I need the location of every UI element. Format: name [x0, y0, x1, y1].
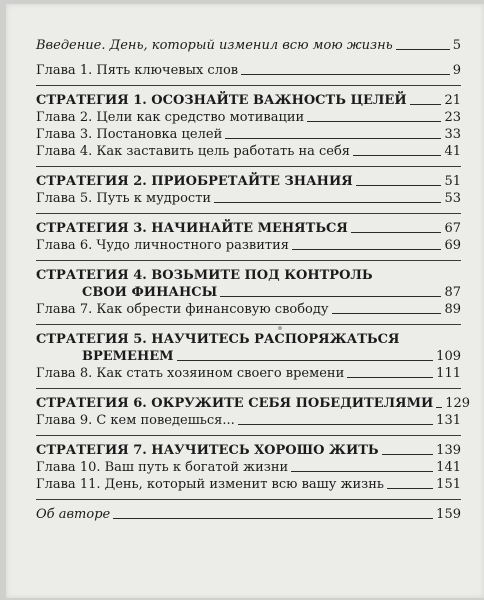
toc-entry-chapter-2: [36, 109, 461, 126]
toc-title: СТРАТЕГИЯ 3. НАЧИНАЙТЕ МЕНЯТЬСЯ: [36, 221, 348, 236]
toc-page: 87: [444, 285, 461, 300]
toc-title: Глава 11. День, который изменит всю вашу жизнь: [36, 477, 384, 492]
toc-title: Введение. День, который изменил всю мою жизнь: [36, 38, 393, 53]
toc-title: СТРАТЕГИЯ 7. НАУЧИТЕСЬ ХОРОШО ЖИТЬ: [36, 443, 379, 458]
toc-page: 139: [436, 443, 461, 458]
section-divider: [36, 499, 461, 500]
toc-page: 33: [444, 127, 461, 142]
toc-page: 111: [436, 366, 461, 381]
toc-strategy-5-line-1: СТРАТЕГИЯ 5. НАУЧИТЕСЬ РАСПОРЯЖАТЬСЯ: [36, 332, 400, 347]
toc-entry-chapter-10: [36, 459, 461, 476]
toc-page: 141: [436, 460, 461, 475]
toc-entry-chapter-1: [36, 62, 461, 79]
toc-entry-strategy-5: [36, 348, 461, 365]
toc-entry-chapter-9: [36, 412, 461, 429]
toc-entry-strategy-7: [36, 442, 461, 459]
leader-line: [220, 296, 441, 297]
toc-title: СТРАТЕГИЯ 2. ПРИОБРЕТАЙТЕ ЗНАНИЯ: [36, 174, 353, 189]
leader-line: [292, 249, 441, 250]
toc-title: СВОИ ФИНАНСЫ: [82, 285, 218, 300]
leader-line: [177, 360, 434, 361]
book-page: [6, 4, 484, 598]
toc-page: 69: [444, 238, 461, 253]
leader-line: [436, 407, 442, 408]
toc-page: 21: [444, 93, 461, 108]
toc-entry-chapter-11: [36, 476, 461, 493]
toc-entry-strategy-6: [36, 395, 471, 412]
toc-page: 9: [452, 63, 461, 78]
toc-title: СТРАТЕГИЯ 1. ОСОЗНАЙТЕ ВАЖНОСТЬ ЦЕЛЕЙ: [36, 93, 407, 108]
toc-entry-chapter-6: [36, 237, 461, 254]
leader-line: [113, 518, 433, 519]
leader-line: [225, 138, 441, 139]
section-divider: [36, 388, 461, 389]
toc-entry-chapter-8: [36, 365, 461, 382]
toc-title: Глава 7. Как обрести финансовую свободу: [36, 302, 329, 317]
toc-page: 41: [444, 144, 461, 159]
toc-title: Об авторе: [36, 507, 111, 522]
toc-page: 67: [444, 221, 461, 236]
toc-page: 129: [445, 396, 471, 411]
toc-title: Глава 10. Ваш путь к богатой жизни: [36, 460, 289, 475]
toc-page: 159: [436, 507, 461, 522]
toc-entry-chapter-7: [36, 301, 461, 318]
toc-entry-strategy-2: [36, 173, 461, 190]
section-divider: [36, 324, 461, 325]
leader-line: [396, 49, 450, 50]
toc-title: Глава 6. Чудо личностного развития: [36, 238, 289, 253]
section-divider: [36, 85, 461, 86]
leader-line: [307, 121, 441, 122]
toc-page: 89: [444, 302, 461, 317]
leader-line: [214, 202, 441, 203]
toc-page: 131: [436, 413, 461, 428]
toc-entry-strategy-1: [36, 92, 461, 109]
section-divider: [36, 166, 461, 167]
toc-entry-chapter-4: [36, 143, 461, 160]
toc-page: 51: [444, 174, 461, 189]
toc-page: 5: [452, 38, 461, 53]
toc-entry-strategy-3: [36, 220, 461, 237]
leader-line: [356, 185, 442, 186]
leader-line: [351, 232, 442, 233]
section-divider: [36, 435, 461, 436]
section-divider: [36, 213, 461, 214]
toc-strategy-4-line-1: СТРАТЕГИЯ 4. ВОЗЬМИТЕ ПОД КОНТРОЛЬ: [36, 268, 373, 283]
toc-page: 23: [444, 110, 461, 125]
toc-page: 109: [436, 349, 461, 364]
toc-entry-chapter-5: [36, 190, 461, 207]
toc-title: Глава 4. Как заставить цель работать на себя: [36, 144, 351, 159]
toc-entry-chapter-3: [36, 126, 461, 143]
leader-line: [332, 313, 442, 314]
toc-title: Глава 1. Пять ключевых слов: [36, 63, 239, 78]
leader-line: [410, 104, 442, 105]
toc-title: ВРЕМЕНЕМ: [82, 349, 174, 364]
leader-line: [353, 155, 441, 156]
toc-page: 151: [436, 477, 461, 492]
leader-line: [382, 454, 434, 455]
toc-entry-intro: [36, 37, 461, 54]
toc-entry-strategy-4: [36, 284, 461, 301]
leader-line: [387, 488, 433, 489]
toc-title: Глава 3. Постановка целей: [36, 127, 223, 142]
table-of-contents: [36, 37, 471, 523]
leader-line: [238, 424, 433, 425]
toc-title: Глава 2. Цели как средство мотивации: [36, 110, 305, 125]
toc-title: Глава 5. Путь к мудрости: [36, 191, 212, 206]
toc-title: Глава 8. Как стать хозяином своего времени: [36, 366, 345, 381]
toc-title: СТРАТЕГИЯ 6. ОКРУЖИТЕ СЕБЯ ПОБЕДИТЕЛЯМИ: [36, 396, 434, 411]
leader-line: [241, 74, 450, 75]
section-divider: [36, 260, 461, 261]
toc-page: 53: [444, 191, 461, 206]
leader-line: [291, 471, 433, 472]
toc-title: Глава 9. С кем поведешься...: [36, 413, 235, 428]
leader-line: [347, 377, 433, 378]
toc-entry-about-author: [36, 506, 461, 523]
